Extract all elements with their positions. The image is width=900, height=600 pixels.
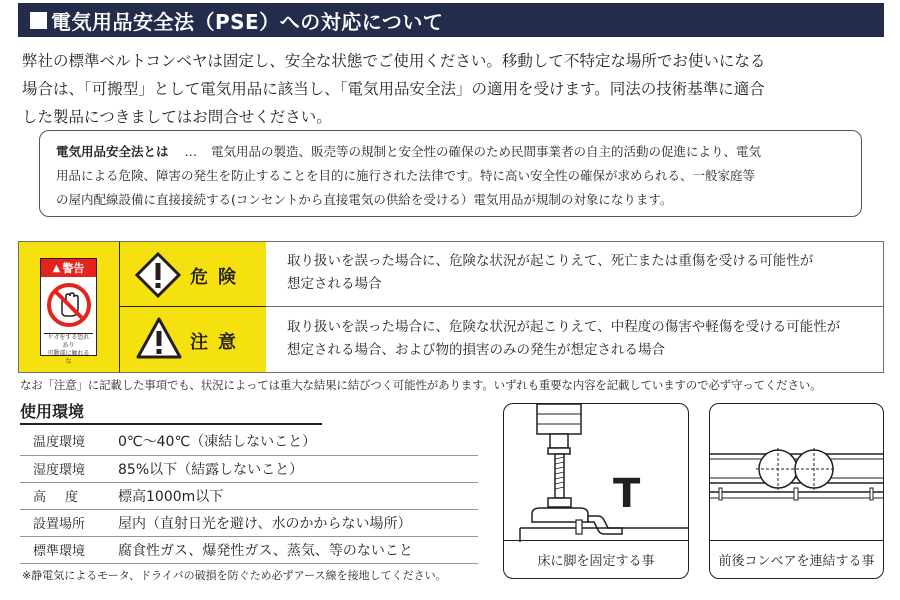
- section-header: [18, 3, 884, 37]
- definition-line: [56, 140, 847, 164]
- conveyor-connect-diagram: [709, 403, 884, 579]
- definition-text: 電気用品の製造、販売等の規制と安全性の確保のため民間事業者の自主的活動の促進により、電気: [210, 144, 761, 159]
- environment-value: 0℃～40℃（凍結しないこと）: [118, 433, 317, 450]
- description-line: 取り扱いを誤った場合に、危険な状況が起こりえて、中程度の傷害や軽傷を受ける可能性が: [287, 319, 841, 335]
- warning-label-text: [44, 333, 93, 366]
- danger-description: [287, 250, 813, 296]
- caution-triangle-icon: [135, 316, 183, 364]
- warning-triangle-icon: ▲: [52, 262, 61, 274]
- section-title: 電気用品安全法（PSE）への対応について: [51, 9, 444, 34]
- floor-fix-caption: 床に脚を固定する事: [504, 540, 688, 578]
- definition-box: [39, 130, 862, 217]
- description-line: 想定される場合: [287, 276, 382, 292]
- environment-key: 湿度環境: [33, 463, 86, 478]
- anchor-letter: T: [613, 471, 641, 517]
- floor-fix-diagram: [503, 403, 689, 579]
- description-line: 想定される場合、および物的損害のみの発生が想定される場合: [287, 342, 665, 358]
- description-line: 取り扱いを誤った場合に、危険な状況が起こりえて、死亡または重傷を受ける可能性が: [287, 253, 814, 269]
- square-bullet-icon: [30, 12, 47, 29]
- panel-divider: [119, 242, 120, 372]
- environment-row: [33, 427, 478, 454]
- definition-line: の屋内配線設備に直接接続する(コンセントから直接電気の供給を受ける）電気用品が規制の対象になります。: [56, 192, 673, 207]
- warning-label-header: [41, 259, 96, 277]
- environment-key: 標準環境: [33, 544, 86, 559]
- row-divider: [266, 306, 884, 307]
- floor-fix-illustration: [504, 404, 689, 542]
- warning-label-title: 警告: [62, 262, 85, 275]
- danger-diamond-icon: [135, 252, 181, 302]
- environment-row: [33, 482, 478, 509]
- environment-row: [33, 455, 478, 482]
- intro-line: 弊社の標準ベルトコンベヤは固定し、安全な状態でご使用ください。移動して不特定な場所でお使いになる: [22, 52, 766, 70]
- intro-paragraph: [22, 47, 884, 131]
- caution-description: [287, 316, 840, 362]
- definition-line: 用品による危険、障害の発生を防止することを目的に施行された法律です。特に高い安全性の確保が求められる、一般家庭等: [56, 168, 756, 183]
- intro-line: した製品につきましてはお問合せください。: [22, 108, 332, 126]
- caution-note: なお「注意」に記載した事項でも、状況によっては重大な結果に結びつく可能性があります。いずれも重要な内容を記載していますので必ず守ってください。: [20, 378, 822, 392]
- panel-divider: [119, 306, 266, 307]
- environment-value: 屋内（直射日光を避け、水のかからない場所）: [118, 515, 412, 532]
- warning-levels-table: [18, 241, 884, 373]
- definition-ellipsis: …: [184, 144, 197, 159]
- environment-value: 腐食性ガス、爆発性ガス、蒸気、等のないこと: [118, 542, 413, 559]
- environment-row: [33, 536, 478, 563]
- environment-key: 高度: [33, 490, 98, 505]
- warning-label-text-line: 可動部に触れるな: [47, 350, 90, 365]
- caution-label: 注意: [190, 332, 246, 353]
- environment-row: [33, 509, 478, 536]
- environment-value: 標高1000m以下: [118, 488, 224, 505]
- warning-label-sticker: [40, 258, 97, 365]
- environment-value: 85%以下（結露しないこと）: [118, 461, 304, 478]
- definition-term: 電気用品安全法とは: [56, 144, 169, 159]
- no-touch-hand-icon: [41, 277, 96, 333]
- conveyor-connect-illustration: [710, 404, 884, 542]
- danger-label: 危険: [190, 267, 246, 288]
- intro-line: 場合は、「可搬型」として電気用品に該当し、「電気用品安全法」の適用を受けます。同法の技術基準に適合: [22, 80, 765, 98]
- environment-title-underline: [20, 423, 322, 425]
- warning-label-text-line: ケガをする恐れあり: [47, 334, 90, 349]
- grounding-note: ※静電気によるモータ、ドライバの破損を防ぐため必ずアース線を接地してください。: [22, 569, 447, 582]
- warning-symbol-panel: [19, 242, 266, 372]
- environment-title: 使用環境: [20, 402, 85, 421]
- row-separator: [20, 563, 478, 564]
- conveyor-connect-caption: 前後コンベアを連結する事: [710, 540, 883, 578]
- environment-key: 温度環境: [33, 435, 86, 450]
- environment-key: 設置場所: [33, 517, 86, 532]
